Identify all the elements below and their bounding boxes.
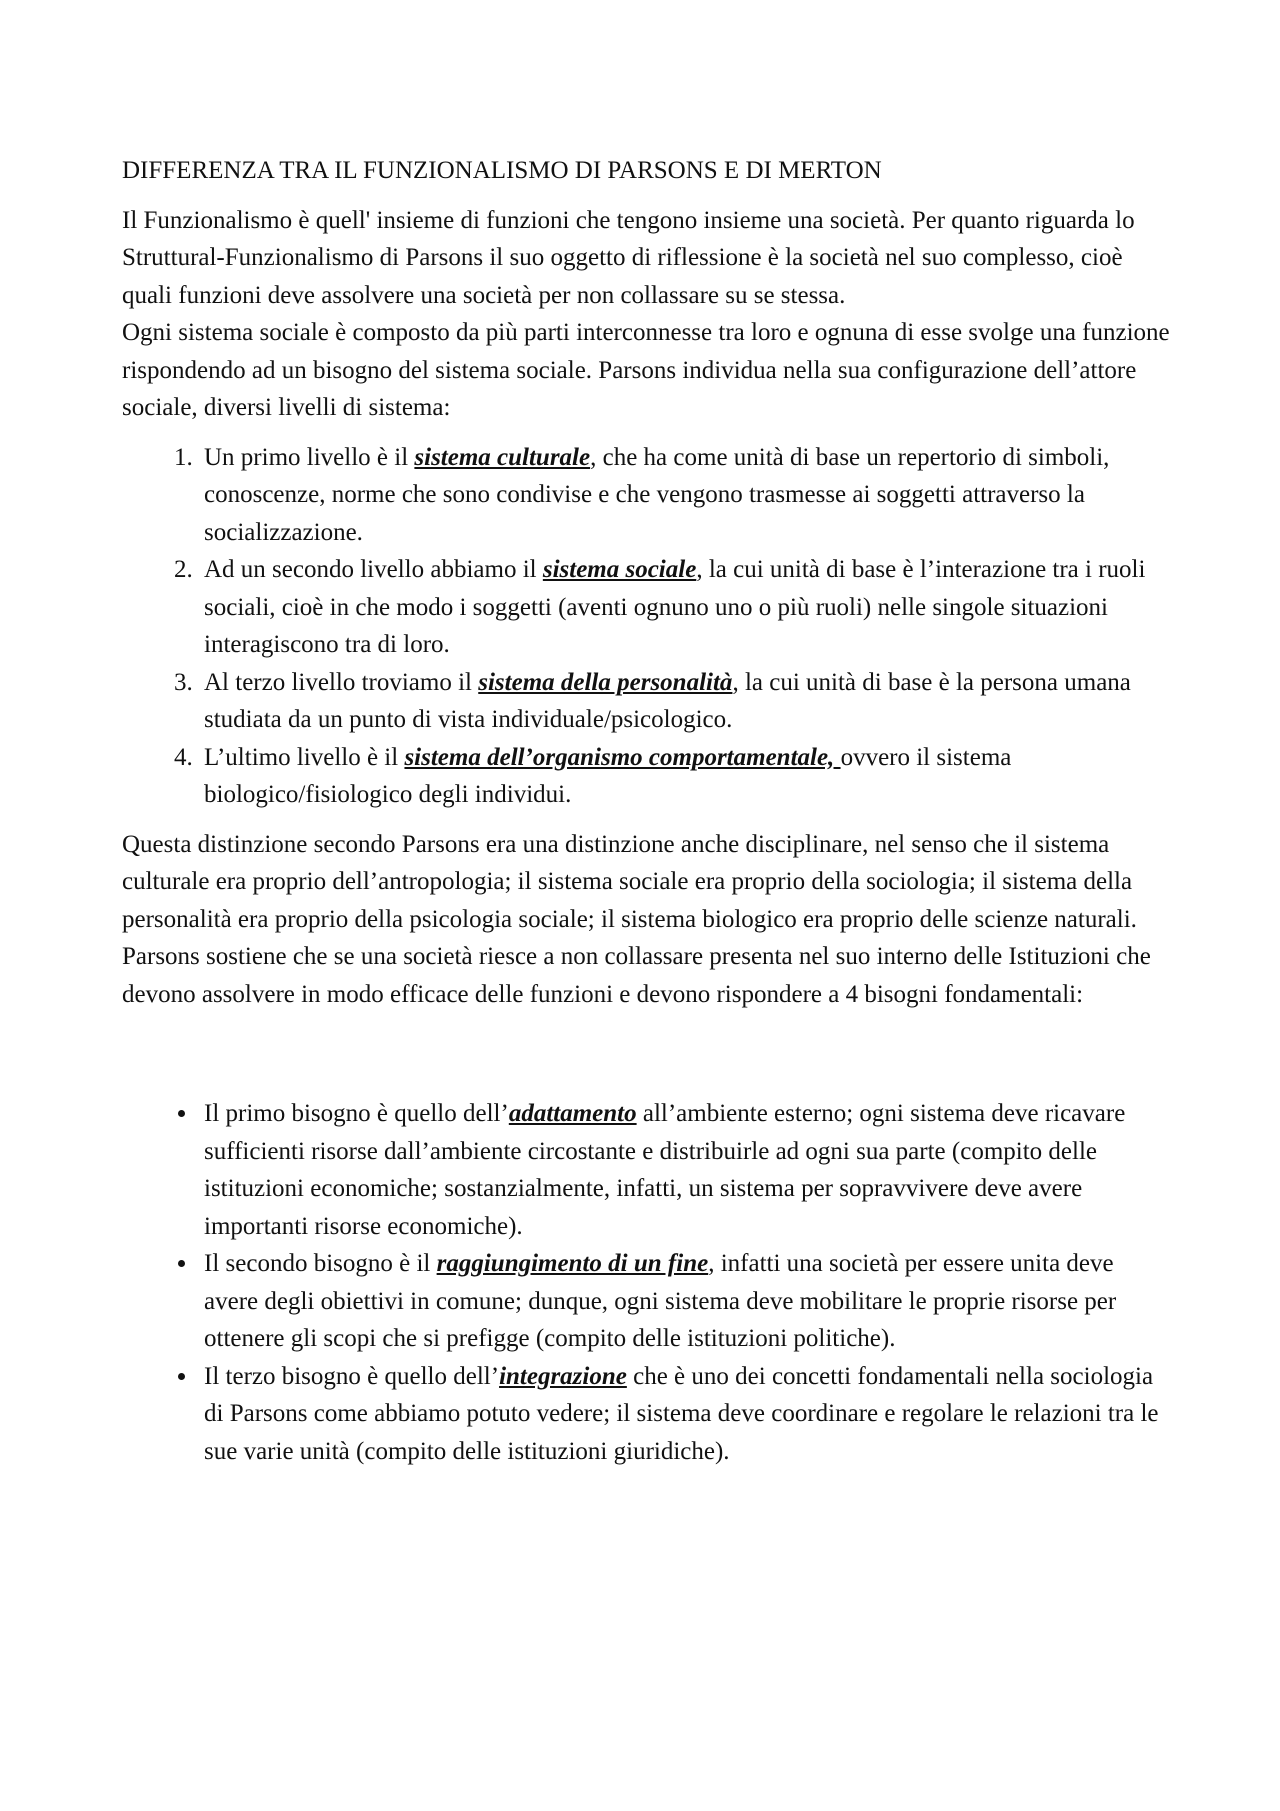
list-item: 2. Ad un secondo livello abbiamo il sistema sociale, la cui unità di base è l’interazione tra i ruoli sociali, cioè in che modo i soggetti (aventi ognuno uno o più ruoli) nelle singole situazioni interagiscono tra di loro. (199, 551, 1172, 664)
emphasized-term: raggiungimento di un fine (436, 1250, 709, 1277)
emphasized-term: integrazione (499, 1362, 627, 1390)
emphasized-term: sistema della personalità (478, 668, 733, 696)
intro-paragraph-1: Il Funzionalismo è quell' insieme di funzioni che tengono insieme una società. Per quanto riguarda lo Struttural-Funzionalismo di Parsons il suo oggetto di riflessione è la società nel suo complesso, cioè quali funzioni deve assolvere una società per non collassare su se stessa. (122, 206, 1135, 309)
emphasized-term: sistema dell’organismo comportamentale, (404, 743, 841, 771)
intro-paragraph-2: Ogni sistema sociale è composto da più parti interconnesse tra loro e ognuna di esse svolge una funzione rispondendo ad un bisogno del sistema sociale. Parsons individua nella sua configurazione dell’attore sociale, diversi livelli di sistema: (122, 319, 1170, 421)
list-item: 1. Un primo livello è il sistema culturale, che ha come unità di base un repertorio di simboli, conoscenze, norme che sono condivise e che vengono trasmesse ai soggetti attraverso la socializzazione. (199, 439, 1172, 552)
list-item: • Il primo bisogno è quello dell’adattamento all’ambiente esterno; ogni sistema deve ricavare sufficienti risorse dall’ambiente circostante e distribuirle ad ogni sua parte (compito delle istituzioni economiche; sostanzialmente, infatti, un sistema per sopravvivere deve avere importanti risorse economiche). (199, 1095, 1172, 1245)
list-item: • Il terzo bisogno è quello dell’integrazione che è uno dei concetti fondamentali nella sociologia di Parsons come abbiamo potuto vedere; il sistema deve coordinare e regolare le relazioni tra le sue varie unità (compito delle istituzioni giuridiche). (199, 1358, 1172, 1471)
body-paragraph-2: Parsons sostiene che se una società riesce a non collassare presenta nel suo interno delle Istituzioni che devono assolvere in modo efficace delle funzioni e devono rispondere a 4 bisogni fondamentali: (122, 943, 1151, 1008)
system-levels-list (122, 439, 1172, 814)
needs-list (122, 1095, 1172, 1470)
document-page (122, 152, 1172, 1470)
emphasized-term: sistema culturale (414, 443, 591, 471)
document-title: DIFFERENZA TRA IL FUNZIONALISMO DI PARSONS E DI MERTON (122, 157, 882, 184)
emphasized-term: sistema sociale (542, 556, 697, 583)
body-paragraph-1: Questa distinzione secondo Parsons era una distinzione anche disciplinare, nel senso che il sistema culturale era proprio dell’antropologia; il sistema sociale era proprio della sociologia; il sistema della personalità era proprio della psicologia sociale; il sistema biologico era proprio delle scienze naturali. (122, 830, 1137, 933)
list-item: 4. L’ultimo livello è il sistema dell’organismo comportamentale, ovvero il sistema biologico/fisiologico degli individui. (199, 739, 1172, 814)
blank-space (122, 1013, 1172, 1083)
list-item: • Il secondo bisogno è il raggiungimento di un fine, infatti una società per essere unita deve avere degli obiettivi in comune; dunque, ogni sistema deve mobilitare le proprie risorse per ottenere gli scopi che si prefigge (compito delle istituzioni politiche). (199, 1245, 1172, 1358)
list-item: 3. Al terzo livello troviamo il sistema della personalità, la cui unità di base è la persona umana studiata da un punto di vista individuale/psicologico. (199, 664, 1172, 739)
emphasized-term: adattamento (508, 1100, 637, 1127)
